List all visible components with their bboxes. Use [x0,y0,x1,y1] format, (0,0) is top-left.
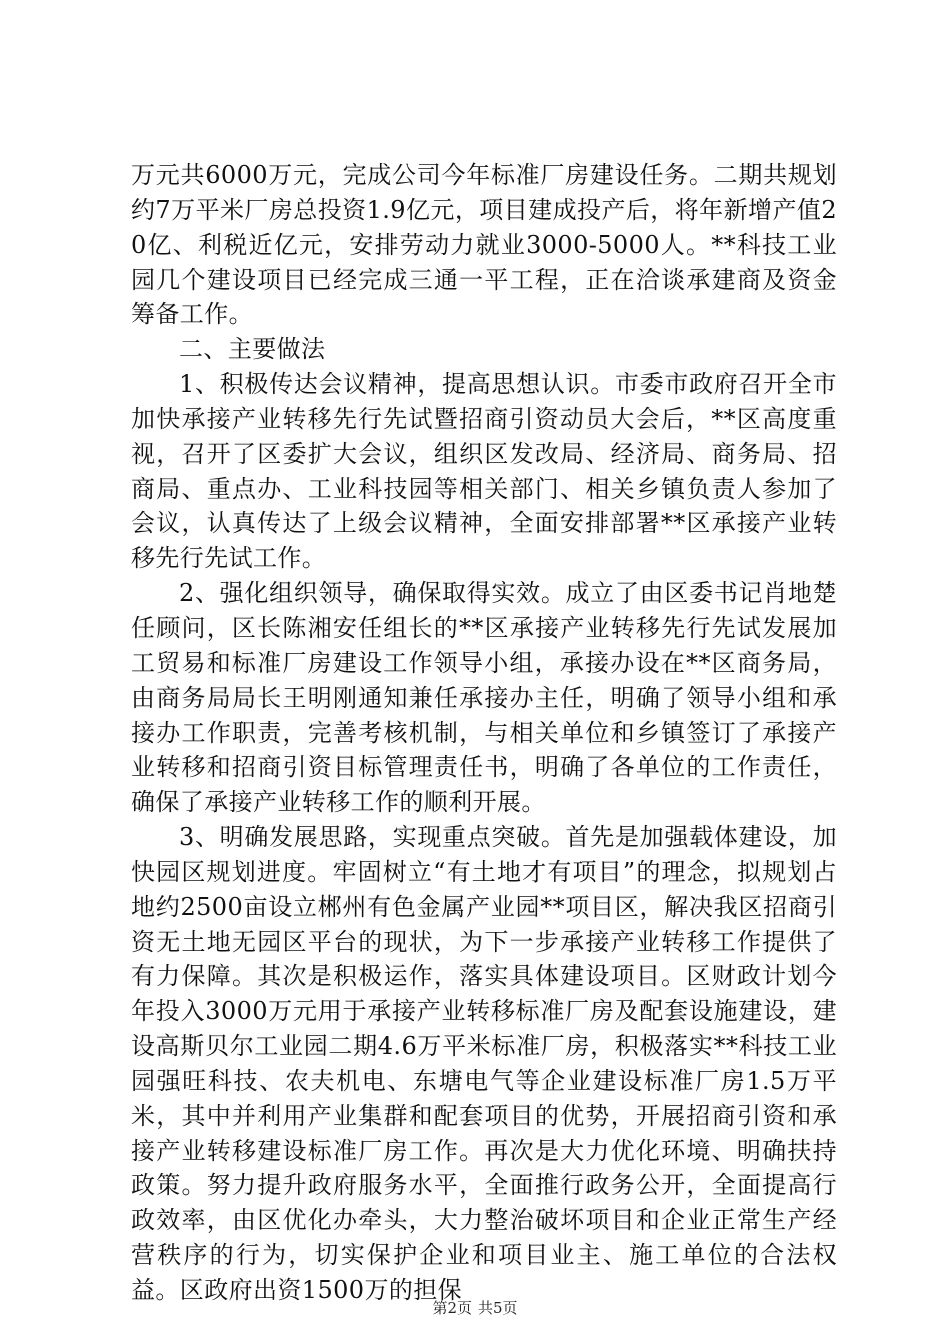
paragraph-continuation: 万元共6000万元，完成公司今年标准厂房建设任务。二期共规划约7万平米厂房总投资1.9亿元，项目建成投产后，将年新增产值20亿、利税近亿元，安排劳动力就业3000-5000人。**科技工业园几个建设项目已经完成三通一平工程，正在洽谈承建商及资金筹备工作。 [131,161,837,329]
paragraph-item-3: 3、明确发展思路，实现重点突破。首先是加强载体建设，加快园区规划进度。牢固树立“有土地才有项目”的理念，拟规划占地约2500亩设立郴州有色金属产业园**项目区，解决我区招商引资无土地无园区平台的现状，为下一步承接产业转移工作提供了有力保障。其次是积极运作，落实具体建设项目。区财政计划今年投入3000万元用于承接产业转移标准厂房及配套设施建设，建设高斯贝尔工业园二期4.6万平米标准厂房，积极落实**科技工业园强旺科技、农夫机电、东塘电气等企业建设标准厂房1.5万平米，其中并利用产业集群和配套项目的优势，开展招商引资和承接产业转移建设标准厂房工作。再次是大力优化环境、明确扶持政策。努力提升政府服务水平，全面推行政务公开，全面提高行政效率，由区优化办牵头，大力整治破坏项目和企业正常生产经营秩序的行为，切实保护企业和项目业主、施工单位的合法权益。区政府出资1500万的担保 [131,823,837,1304]
page-number: 第2页 [432,1299,472,1317]
document-body [131,158,837,1308]
page-total: 共5页 [478,1299,518,1317]
section-heading: 二、主要做法 [179,335,326,364]
paragraph-item-2: 2、强化组织领导，确保取得实效。成立了由区委书记肖地楚任顾问，区长陈湘安任组长的**区承接产业转移先行先试发展加工贸易和标准厂房建设工作领导小组，承接办设在**区商务局，由商务局局长王明刚通知兼任承接办主任，明确了领导小组和承接办工作职责，完善考核机制，与相关单位和乡镇签订了承接产业转移和招商引资目标管理责任书，明确了各单位的工作责任，确保了承接产业转移工作的顺利开展。 [131,579,837,817]
page-footer [0,1298,950,1318]
paragraph-item-1: 1、积极传达会议精神，提高思想认识。市委市政府召开全市加快承接产业转移先行先试暨招商引资动员大会后，**区高度重视，召开了区委扩大会议，组织区发改局、经济局、商务局、招商局、重点办、工业科技园等相关部门、相关乡镇负责人参加了会议，认真传达了上级会议精神，全面安排部署**区承接产业转移先行先试工作。 [131,370,837,573]
